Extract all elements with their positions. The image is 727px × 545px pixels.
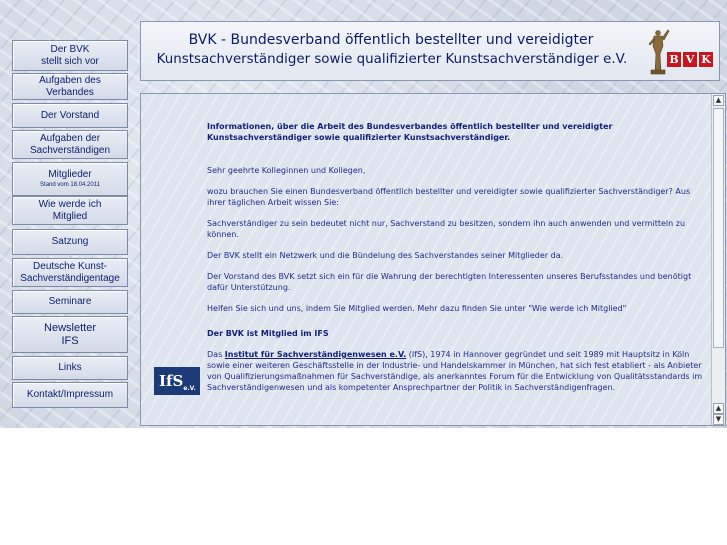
nav-links[interactable] (12, 356, 128, 380)
scroll-down-icon[interactable]: ▼ (713, 414, 724, 425)
ifs-text: (IfS), 1974 in Hannover gegründet und seit 1989 mit Hauptsitz in Köln sowie einer weiteren Geschäftsstelle in der Industrie- und Handelskammer in München, hat sich fest etabliert - als Anbieter von Qualifizierungsmaßnahmen für Sachverständige, als anerkanntes Forum für die Entwicklung von Qualitätsstandards im Sachverständigenwesen und als kompetenter Ansprechpartner der Politik in Sachverständigenfragen. (207, 350, 703, 392)
nav-label: Seminare (48, 296, 92, 307)
nav-mitglieder[interactable] (12, 162, 128, 196)
greeting: Sehr geehrte Kolleginnen und Kollegen, (207, 166, 366, 175)
paragraph: Helfen Sie sich und uns, indem Sie Mitglied werden. Mehr dazu finden Sie unter "Wie werde ich Mitglied" (207, 304, 627, 313)
nav-label: Kontakt/Impressum (26, 389, 114, 400)
nav-date-note: Stand vom 18.04.2011 (40, 182, 100, 188)
nav-kontakt-impressum[interactable] (12, 382, 128, 408)
nav-aufgaben-verband[interactable] (12, 73, 128, 100)
main-content-frame[interactable] (140, 93, 726, 426)
scroll-thumb[interactable] (713, 108, 724, 348)
site-title-line1: BVK - Bundesverband öffentlich bestellter und vereidigter (188, 32, 594, 48)
ifs-logo[interactable] (154, 367, 200, 395)
nav-label: Der Vorstand (40, 109, 100, 121)
nav-label: Deutsche Kunst- (33, 260, 107, 272)
paragraph: Der Vorstand des BVK setzt sich ein für die Wahrung der berechtigten Interessenten unseres Berufsstandes und benötigt dafür Unterstützung. (207, 272, 692, 292)
paragraph: wozu brauchen Sie einen Bundesverband öffentlich bestellter und vereidigter sowie qualifizierter Sachverständiger? Aus ihrer täglichen Arbeit wissen Sie: (207, 187, 691, 207)
nav-label: Wie werde ich (38, 198, 102, 210)
nav-label: Links (58, 362, 82, 373)
nav-seminare[interactable] (12, 290, 128, 314)
nav-label: Mitglieder (48, 169, 92, 180)
nav-label: Verbandes (46, 86, 94, 98)
nav-label: Newsletter (44, 321, 96, 334)
site-header (140, 21, 720, 81)
ifs-heading: Der BVK ist Mitglied im IFS (207, 329, 329, 338)
nav-kunst-sachverstaendigentage[interactable] (12, 258, 128, 287)
nav-label: IFS (61, 334, 79, 347)
nav-aufgaben-sachverstaendige[interactable] (12, 130, 128, 159)
bvk-letter: V (683, 52, 697, 67)
bvk-letter: K (699, 52, 713, 67)
scroll-up-icon[interactable]: ▲ (713, 403, 724, 414)
ifs-intro: Das (207, 350, 223, 359)
content-scrollbar[interactable] (711, 94, 725, 425)
nav-newsletter-ifs[interactable] (12, 316, 128, 353)
nav-satzung[interactable] (12, 229, 128, 255)
nav-label: Aufgaben des (39, 74, 101, 86)
ifs-logo-sub: e.V. (183, 385, 196, 392)
content-text (207, 121, 707, 403)
ifs-link[interactable]: Institut für Sachverständigenwesen e.V. (224, 350, 407, 359)
nav-wie-werde-ich-mitglied[interactable] (12, 196, 128, 225)
scroll-up-icon[interactable]: ▲ (713, 95, 724, 106)
statue-logo-icon (643, 26, 717, 76)
nav-label: Mitglied (52, 210, 88, 222)
nav-der-bvk[interactable] (12, 40, 128, 71)
paragraph: Der BVK stellt ein Netzwerk und die Bündelung des Sachverstandes seiner Mitglieder da. (207, 251, 564, 260)
paragraph: Sachverständiger zu sein bedeutet nicht nur, Sachverstand zu besitzen, sondern ihn auch anwenden und vermitteln zu können. (207, 219, 686, 239)
nav-label: Satzung (51, 236, 89, 247)
bvk-logo (667, 52, 713, 67)
nav-label: Aufgaben der (39, 132, 101, 144)
nav-label: Der BVK (50, 43, 90, 55)
nav-label: Sachverständigentage (20, 272, 120, 284)
ifs-paragraph (207, 349, 707, 393)
content-heading: Informationen, über die Arbeit des Bundesverbandes öffentlich bestellter und vereidigter Kunstsachverständiger sowie qualifizierter Kunstsachverständiger. (207, 122, 613, 142)
nav-label: stellt sich vor (41, 55, 99, 67)
ifs-logo-text: IfS (159, 372, 184, 390)
bvk-letter: B (667, 52, 681, 67)
nav-label: Sachverständigen (29, 144, 111, 156)
nav-vorstand[interactable] (12, 103, 128, 128)
site-title-line2: Kunstsachverständiger sowie qualifizierter Kunstsachverständiger e.V. (156, 52, 628, 67)
